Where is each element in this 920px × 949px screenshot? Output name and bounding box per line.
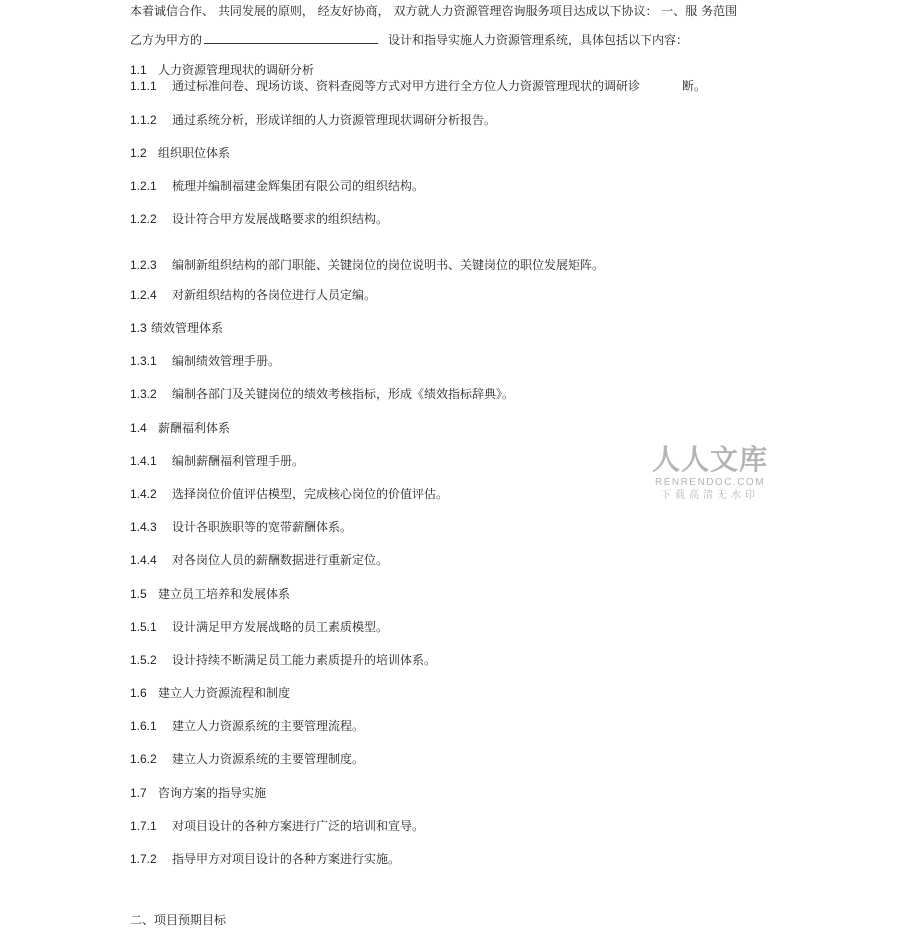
section-title: 薪酬福利体系	[158, 421, 231, 435]
section-title: 组织职位体系	[158, 146, 231, 160]
fill-in-blank	[204, 32, 378, 44]
watermark-tagline: 下载高清无水印	[661, 490, 759, 501]
subsection-text: 编制各部门及关键岗位的绩效考核指标，形成《绩效指标辞典》。	[172, 387, 515, 401]
subsection-text: 编制新组织结构的部门职能、关键岗位的岗位说明书、关键岗位的职位发展矩阵。	[172, 258, 605, 272]
section-title: 绩效管理体系	[151, 321, 224, 335]
subsection-number: 1.4.4	[130, 553, 157, 567]
subsection-text: 设计符合甲方发展战略要求的组织结构。	[172, 212, 389, 226]
section-number: 1.4	[130, 421, 147, 435]
subsection-text: 对新组织结构的各岗位进行人员定编。	[172, 288, 377, 302]
subsection-item	[130, 851, 400, 867]
section-number: 1.7	[130, 786, 147, 800]
watermark-logo	[648, 444, 772, 502]
section-heading	[130, 62, 314, 78]
subsection-item	[130, 453, 304, 469]
subsection-item	[130, 178, 424, 194]
subsection-number: 1.5.1	[130, 620, 157, 634]
subsection-text: 设计各职族职等的宽带薪酬体系。	[172, 520, 353, 534]
intro-line-2	[130, 32, 688, 48]
subsection-item	[130, 287, 376, 303]
section-heading	[130, 420, 230, 436]
subsection-number: 1.5.2	[130, 653, 157, 667]
subsection-number: 1.1.2	[130, 113, 157, 127]
section-title: 咨询方案的指导实施	[158, 786, 267, 800]
subsection-text: 设计满足甲方发展战略的员工素质模型。	[172, 620, 389, 634]
subsection-number: 1.1.1	[130, 79, 157, 93]
section-title: 建立员工培养和发展体系	[158, 587, 291, 601]
subsection-text: 建立人力资源系统的主要管理流程。	[172, 719, 365, 733]
subsection-item	[130, 818, 424, 834]
subsection-text: 指导甲方对项目设计的各种方案进行实施。	[172, 852, 401, 866]
subsection-item	[130, 386, 514, 402]
subsection-number: 1.6.1	[130, 719, 157, 733]
subsection-item	[130, 257, 604, 273]
watermark-url: RENRENDOC.COM	[654, 477, 766, 488]
subsection-item	[130, 619, 388, 635]
section-number: 1.5	[130, 587, 147, 601]
subsection-number: 1.4.2	[130, 487, 157, 501]
subsection-item	[130, 486, 448, 502]
subsection-item	[130, 519, 352, 535]
intro-line-2-prefix: 乙方为甲方的	[130, 33, 203, 47]
subsection-text: 编制薪酬福利管理手册。	[172, 454, 305, 468]
subsection-number: 1.7.2	[130, 852, 157, 866]
subsection-item	[130, 211, 388, 227]
subsection-text: 梳理并编制福建金辉集团有限公司的组织结构。	[172, 179, 425, 193]
subsection-number: 1.2.4	[130, 288, 157, 302]
subsection-number: 1.6.2	[130, 752, 157, 766]
subsection-number: 1.3.1	[130, 354, 157, 368]
subsection-item	[130, 78, 706, 94]
subsection-item	[130, 652, 436, 668]
subsection-item	[130, 718, 364, 734]
subsection-number: 1.3.2	[130, 387, 157, 401]
section-number: 1.2	[130, 146, 147, 160]
subsection-item	[130, 112, 496, 128]
section-number: 1.3	[130, 321, 147, 335]
intro-line-1: 本着诚信合作、 共同发展的原则， 经友好协商， 双方就人力资源管理咨询服务项目达成以下协议： 一、服 务范围	[130, 4, 738, 18]
section-number: 1.6	[130, 686, 147, 700]
section-title: 人力资源管理现状的调研分析	[158, 63, 315, 77]
section-heading	[130, 145, 230, 161]
subsection-item	[130, 552, 388, 568]
section-heading	[130, 320, 223, 336]
subsection-text: 对各岗位人员的薪酬数据进行重新定位。	[172, 553, 389, 567]
section-heading	[130, 785, 266, 801]
subsection-number: 1.2.3	[130, 258, 157, 272]
subsection-text: 编制绩效管理手册。	[172, 354, 281, 368]
section-title: 建立人力资源流程和制度	[158, 686, 291, 700]
subsection-text: 选择岗位价值评估模型，完成核心岗位的价值评估。	[172, 487, 449, 501]
section-2-title: 二、项目预期目标	[130, 913, 227, 927]
subsection-text: 通过标准问卷、现场访谈、资料查阅等方式对甲方进行全方位人力资源管理现状的调研诊	[172, 79, 641, 93]
subsection-number: 1.4.3	[130, 520, 157, 534]
subsection-text: 设计持续不断满足员工能力素质提升的培训体系。	[172, 653, 437, 667]
section-heading	[130, 586, 290, 602]
subsection-item	[130, 353, 280, 369]
subsection-number: 1.4.1	[130, 454, 157, 468]
section-heading	[130, 685, 290, 701]
subsection-number: 1.2.2	[130, 212, 157, 226]
watermark-main-text: 人人文库	[651, 443, 768, 476]
subsection-text: 对项目设计的各种方案进行广泛的培训和宣导。	[172, 819, 425, 833]
subsection-text-tail: 断。	[682, 79, 707, 93]
subsection-text: 通过系统分析，形成详细的人力资源管理现状调研分析报告。	[172, 113, 497, 127]
intro-line-2-suffix: 设计和指导实施人力资源管理系统，具体包括以下内容：	[388, 33, 689, 47]
subsection-number: 1.2.1	[130, 179, 157, 193]
subsection-text: 建立人力资源系统的主要管理制度。	[172, 752, 365, 766]
subsection-number: 1.7.1	[130, 819, 157, 833]
section-number: 1.1	[130, 63, 147, 77]
subsection-item	[130, 751, 364, 767]
